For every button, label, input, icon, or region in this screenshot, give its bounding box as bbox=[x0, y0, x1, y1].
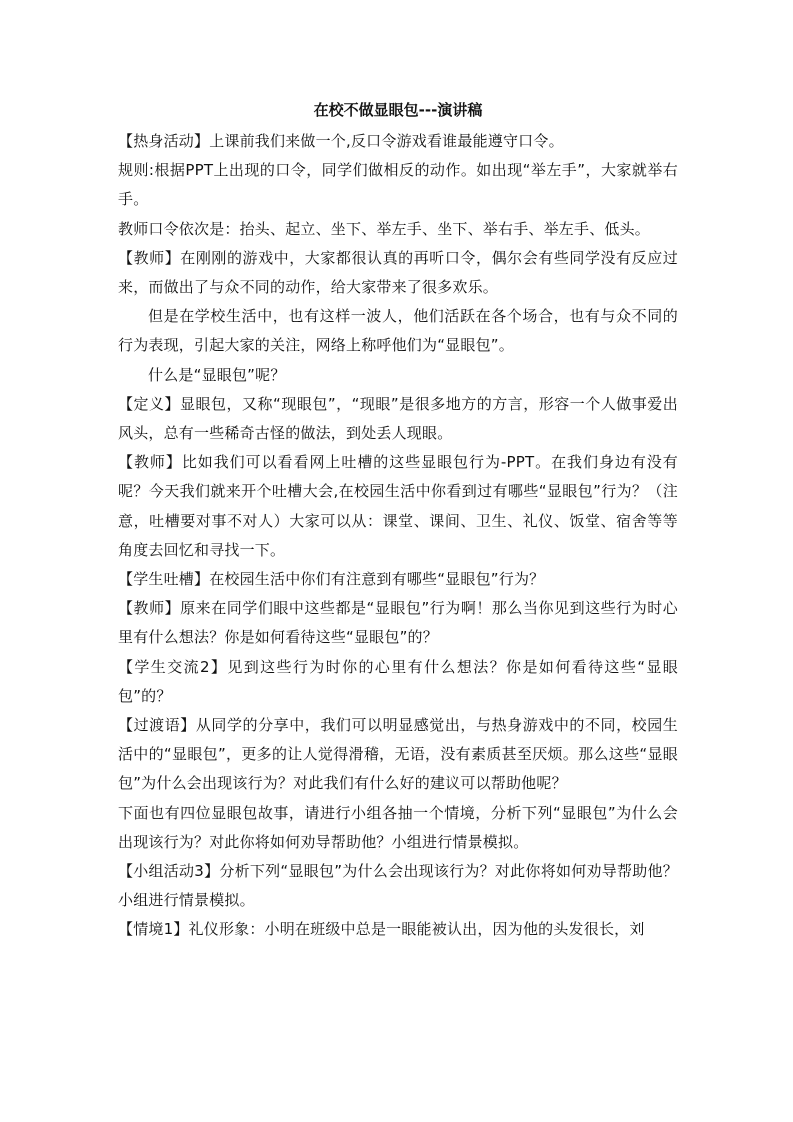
paragraph-question: 什么是“显眼包”呢？ bbox=[148, 365, 286, 384]
paragraph-transition: 【过渡语】从同学的分享中，我们可以明显感觉出，与热身游戏中的不同，校园生活中的“显眼包”，更多的让人觉得滑稽，无语，没有素质甚至厌烦。那么这些“显眼包”为什么会出现该行为？对此我们有什么好的建议可以帮助他呢？ bbox=[118, 716, 678, 793]
paragraph-teacher-3: 【教师】原来在同学们眼中这些都是“显眼包”行为啊！那么当你见到这些行为时心里有什么想法？你是如何看待这些“显眼包”的？ bbox=[118, 599, 678, 647]
paragraph-stories: 下面也有四位显眼包故事，请进行小组各抽一个情境，分析下列“显眼包”为什么会出现该行为？对此你将如何劝导帮助他？小组进行情景模拟。 bbox=[118, 803, 678, 851]
paragraph-rules: 规则:根据PPT上出现的口令，同学们做相反的动作。如出现“举左手”，大家就举右手。 bbox=[118, 161, 678, 209]
paragraph-teacher-1: 【教师】在刚刚的游戏中，大家都很认真的再听口令，偶尔会有些同学没有反应过来，而做出了与众不同的动作，给大家带来了很多欢乐。 bbox=[118, 248, 678, 297]
paragraph-scenario-1: 【情境1】礼仪形象：小明在班级中总是一眼能被认出，因为他的头发很长，刘 bbox=[118, 920, 645, 939]
paragraph-student-complaints: 【学生吐槽】在校园生活中你们有注意到有哪些“显眼包”行为？ bbox=[118, 570, 545, 589]
paragraph-commands: 教师口令依次是：抬头、起立、坐下、举左手、坐下、举右手、举左手、低头。 bbox=[118, 219, 651, 238]
paragraph-teacher-2: 【教师】比如我们可以看看网上吐槽的这些显眼包行为-PPT。在我们身边有没有呢？今天我们就来开个吐槽大会,在校园生活中你看到过有哪些“显眼包”行为？（注意，吐槽要对事不对人）大家可以从：课堂、课间、卫生、礼仪、饭堂、宿舍等等角度去回忆和寻找一下。 bbox=[118, 453, 678, 559]
document-title: 在校不做显眼包---演讲稿 bbox=[313, 101, 483, 119]
paragraph-school-life: 但是在学校生活中，也有这样一波人，他们活跃在各个场合，也有与众不同的行为表现，引起大家的关注，网络上称呼他们为“显眼包”。 bbox=[118, 307, 678, 355]
paragraph-definition: 【定义】显眼包，又称“现眼包”，“现眼”是很多地方的方言，形容一个人做事爱出风头，总有一些稀奇古怪的做法，到处丢人现眼。 bbox=[118, 394, 678, 443]
document-body bbox=[118, 96, 678, 945]
paragraph-warmup: 【热身活动】上课前我们来做一个,反口令游戏看谁最能遵守口令。 bbox=[118, 132, 564, 150]
paragraph-group-activity: 【小组活动3】分析下列“显眼包”为什么会出现该行为？对此你将如何劝导帮助他？小组进行情景模拟。 bbox=[118, 862, 678, 910]
paragraph-student-exchange: 【学生交流2】见到这些行为时你的心里有什么想法？你是如何看待这些“显眼包”的？ bbox=[118, 657, 678, 705]
